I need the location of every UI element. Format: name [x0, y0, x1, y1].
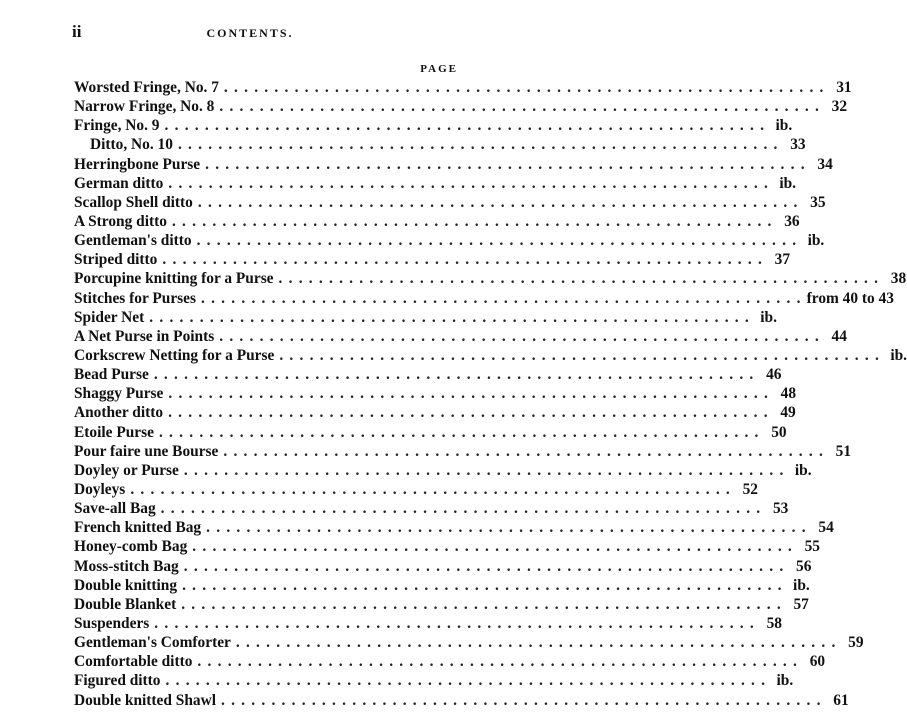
dot-leader: . . . . . . . . . . . . . . . . . . . . . . . . . . . . . . . . . . . . . . . . . . . . . . . . . . . . . . . . . . . . [130, 480, 731, 498]
contents-entry [74, 174, 797, 193]
dot-leader: . . . . . . . . . . . . . . . . . . . . . . . . . . . . . . . . . . . . . . . . . . . . . . . . . . . . . . . . . . . . [197, 193, 799, 211]
entry-page: ib. [779, 174, 797, 192]
entry-title: Narrow Fringe, No. 8 [74, 98, 215, 116]
contents-entry [74, 327, 847, 346]
entry-page: 31 [836, 79, 852, 96]
page-title: CONTENTS. [206, 26, 294, 40]
contents-entry [74, 480, 758, 499]
contents-entry [74, 595, 809, 614]
entry-page: 48 [780, 385, 797, 403]
contents-entry [74, 212, 800, 231]
entry-title: French knitted Bag [74, 519, 202, 537]
dot-leader: . . . . . . . . . . . . . . . . . . . . . . . . . . . . . . . . . . . . . . . . . . . . . . . . . . . . . . . . . . . . [183, 461, 785, 479]
contents-entry [74, 231, 825, 250]
entry-page: 36 [784, 212, 800, 230]
contents-entry [74, 193, 826, 212]
contents-entry [74, 365, 782, 384]
dot-leader: . . . . . . . . . . . . . . . . . . . . . . . . . . . . . . . . . . . . . . . . . . . . . . . . . . . . . . . . . . . . [192, 538, 793, 556]
contents-entry [74, 346, 907, 365]
dot-leader: . . . . . . . . . . . . . . . . . . . . . . . . . . . . . . . . . . . . . . . . . . . . . . . . . . . . . . . . . . . . [168, 404, 769, 422]
contents-entry [74, 518, 834, 537]
dot-leader: . . . . . . . . . . . . . . . . . . . . . . . . . . . . . . . . . . . . . . . . . . . . . . . . . . . . . . . . . . . . [206, 519, 807, 537]
contents-entry [74, 308, 777, 327]
entry-title: Another ditto [74, 404, 164, 422]
dot-leader: . . . . . . . . . . . . . . . . . . . . . . . . . . . . . . . . . . . . . . . . . . . . . . . . . . . . . . . . . . . . [219, 327, 820, 345]
contents-list [74, 78, 907, 710]
entry-page: 38 [890, 270, 907, 288]
entry-page: 51 [835, 442, 852, 460]
dot-leader: . . . . . . . . . . . . . . . . . . . . . . . . . . . . . . . . . . . . . . . . . . . . . . . . . . . . . . . . . . . . [162, 251, 764, 269]
entry-page: 50 [771, 423, 787, 441]
contents-entry [74, 499, 789, 518]
entry-title: Ditto, No. 10 [90, 136, 173, 154]
entry-page: 49 [780, 404, 796, 422]
entry-title: German ditto [74, 174, 164, 192]
entry-page: 58 [766, 614, 782, 632]
contents-entry [74, 384, 797, 403]
contents-entry [74, 633, 864, 652]
entry-title: Doyleys [74, 480, 126, 498]
entry-title: Save-all Bag [74, 500, 156, 518]
dot-leader: . . . . . . . . . . . . . . . . . . . . . . . . . . . . . . . . . . . . . . . . . . . . . . . . . . . . . . . . . . . . [158, 423, 760, 441]
entry-title: Fringe, No. 9 [74, 117, 160, 135]
contents-entry [74, 576, 810, 595]
contents-entry [74, 557, 812, 576]
contents-entry [74, 442, 852, 461]
entry-title: Gentleman's Comforter [74, 634, 231, 652]
entry-page: 53 [772, 500, 789, 518]
running-head [0, 22, 500, 46]
contents-entry [74, 269, 907, 288]
entry-title: Gentleman's ditto [74, 232, 192, 250]
entry-title: Striped ditto [74, 251, 158, 269]
dot-leader: . . . . . . . . . . . . . . . . . . . . . . . . . . . . . . . . . . . . . . . . . . . . . . . . . . . . . . . . . . . . [182, 576, 783, 594]
dot-leader: . . . . . . . . . . . . . . . . . . . . . . . . . . . . . . . . . . . . . . . . . . . . . . . . . . . . . . . . . . . . [200, 289, 802, 307]
contents-entry [74, 116, 793, 135]
dot-leader: . . . . . . . . . . . . . . . . . . . . . . . . . . . . . . . . . . . . . . . . . . . . . . . . . . . . . . . . . . . . [165, 672, 767, 690]
entry-page: 44 [831, 327, 847, 345]
entry-title: Honey-comb Bag [74, 538, 188, 556]
entry-title: Porcupine knitting for a Purse [74, 270, 274, 288]
page-column-heading: PAGE [420, 63, 458, 75]
entry-title: Worsted Fringe, No. 7 [74, 79, 219, 96]
entry-page: ib. [794, 461, 812, 479]
contents-entry [74, 614, 782, 633]
dot-leader: . . . . . . . . . . . . . . . . . . . . . . . . . . . . . . . . . . . . . . . . . . . . . . . . . . . . . . . . . . . . [196, 232, 798, 250]
dot-leader: . . . . . . . . . . . . . . . . . . . . . . . . . . . . . . . . . . . . . . . . . . . . . . . . . . . . . . . . . . . . [183, 557, 785, 575]
dot-leader: . . . . . . . . . . . . . . . . . . . . . . . . . . . . . . . . . . . . . . . . . . . . . . . . . . . . . . . . . . . . [164, 117, 766, 135]
dot-leader: . . . . . . . . . . . . . . . . . . . . . . . . . . . . . . . . . . . . . . . . . . . . . . . . . . . . . . . . . . . . [149, 308, 750, 326]
dot-leader: . . . . . . . . . . . . . . . . . . . . . . . . . . . . . . . . . . . . . . . . . . . . . . . . . . . . . . . . . . . . [168, 174, 770, 192]
page-number: ii [72, 22, 82, 41]
entry-page: ib. [793, 576, 810, 594]
dot-leader: . . . . . . . . . . . . . . . . . . . . . . . . . . . . . . . . . . . . . . . . . . . . . . . . . . . . . . . . . . . . [177, 136, 779, 154]
dot-leader: . . . . . . . . . . . . . . . . . . . . . . . . . . . . . . . . . . . . . . . . . . . . . . . . . . . . . . . . . . . . [168, 385, 770, 403]
entry-title: A Strong ditto [74, 212, 167, 230]
entry-page: ib. [776, 672, 794, 690]
entry-page: 37 [774, 251, 791, 269]
dot-leader: . . . . . . . . . . . . . . . . . . . . . . . . . . . . . . . . . . . . . . . . . . . . . . . . . . . . . . . . . . . . [219, 98, 821, 116]
contents-entry [74, 289, 894, 308]
entry-page: 54 [818, 519, 834, 537]
entry-title: Double Blanket [74, 595, 177, 613]
entry-page: ib. [775, 117, 793, 135]
entry-page: ib. [760, 308, 777, 326]
entry-title: Stitches for Purses [74, 289, 196, 307]
entry-title: Pour faire une Bourse [74, 442, 219, 460]
contents-entry [74, 135, 806, 154]
entry-page: 52 [742, 480, 758, 498]
contents-entry [74, 652, 826, 671]
dot-leader: . . . . . . . . . . . . . . . . . . . . . . . . . . . . . . . . . . . . . . . . . . . . . . . . . . . . . . . . . . . . [220, 691, 822, 709]
contents-entry [74, 78, 852, 97]
entry-title: Bead Purse [74, 366, 149, 384]
entry-title: Spider Net [74, 308, 145, 326]
contents-entry [74, 461, 812, 480]
entry-title: Comfortable ditto [74, 653, 193, 671]
entry-title: Double knitting [74, 576, 178, 594]
entry-title: Herringbone Purse [74, 155, 201, 173]
dot-leader: . . . . . . . . . . . . . . . . . . . . . . . . . . . . . . . . . . . . . . . . . . . . . . . . . . . . . . . . . . . . [223, 442, 825, 460]
entry-title: Corkscrew Netting for a Purse [74, 346, 275, 364]
entry-page: 33 [790, 136, 806, 154]
entry-title: A Net Purse in Points [74, 327, 215, 345]
contents-entry [74, 691, 849, 710]
entry-page: 46 [766, 366, 782, 384]
contents-entry [74, 537, 820, 556]
entry-title: Double knitted Shawl [74, 691, 216, 709]
contents-entry [74, 423, 787, 442]
entry-page: from 40 to 43 [806, 289, 894, 307]
contents-entry [74, 155, 833, 174]
entry-page: 35 [810, 193, 826, 211]
dot-leader: . . . . . . . . . . . . . . . . . . . . . . . . . . . . . . . . . . . . . . . . . . . . . . . . . . . . . . . . . . . . [153, 366, 755, 384]
entry-page: 55 [804, 538, 820, 556]
entry-page: 61 [833, 691, 849, 709]
dot-leader: . . . . . . . . . . . . . . . . . . . . . . . . . . . . . . . . . . . . . . . . . . . . . . . . . . . . . . . . . . . . [197, 653, 799, 671]
contents-entry [74, 97, 848, 116]
entry-title: Scallop Shell ditto [74, 193, 193, 211]
entry-page: 34 [817, 155, 833, 173]
contents-entry [74, 671, 794, 690]
entry-title: Figured ditto [74, 672, 161, 690]
entry-title: Moss-stitch Bag [74, 557, 179, 575]
entry-page: ib. [890, 346, 907, 364]
dot-leader: . . . . . . . . . . . . . . . . . . . . . . . . . . . . . . . . . . . . . . . . . . . . . . . . . . . . . . . . . . . . [278, 270, 880, 288]
entry-page: 56 [796, 557, 812, 575]
dot-leader: . . . . . . . . . . . . . . . . . . . . . . . . . . . . . . . . . . . . . . . . . . . . . . . . . . . . . . . . . . . . [223, 79, 825, 96]
entry-page: 32 [831, 98, 848, 116]
dot-leader: . . . . . . . . . . . . . . . . . . . . . . . . . . . . . . . . . . . . . . . . . . . . . . . . . . . . . . . . . . . . [279, 346, 880, 364]
entry-title: Suspenders [74, 614, 150, 632]
entry-title: Doyley or Purse [74, 461, 179, 479]
dot-leader: . . . . . . . . . . . . . . . . . . . . . . . . . . . . . . . . . . . . . . . . . . . . . . . . . . . . . . . . . . . . [181, 595, 782, 613]
dot-leader: . . . . . . . . . . . . . . . . . . . . . . . . . . . . . . . . . . . . . . . . . . . . . . . . . . . . . . . . . . . . [171, 212, 773, 230]
entry-page: ib. [807, 232, 825, 250]
dot-leader: . . . . . . . . . . . . . . . . . . . . . . . . . . . . . . . . . . . . . . . . . . . . . . . . . . . . . . . . . . . . [154, 614, 755, 632]
entry-title: Etoile Purse [74, 423, 154, 441]
dot-leader: . . . . . . . . . . . . . . . . . . . . . . . . . . . . . . . . . . . . . . . . . . . . . . . . . . . . . . . . . . . . [235, 634, 837, 652]
dot-leader: . . . . . . . . . . . . . . . . . . . . . . . . . . . . . . . . . . . . . . . . . . . . . . . . . . . . . . . . . . . . [160, 500, 762, 518]
dot-leader: . . . . . . . . . . . . . . . . . . . . . . . . . . . . . . . . . . . . . . . . . . . . . . . . . . . . . . . . . . . . [205, 155, 806, 173]
contents-entry [74, 250, 791, 269]
entry-title: Shaggy Purse [74, 385, 164, 403]
entry-page: 57 [793, 595, 809, 613]
contents-entry [74, 403, 796, 422]
entry-page: 59 [848, 634, 864, 652]
entry-page: 60 [809, 653, 826, 671]
